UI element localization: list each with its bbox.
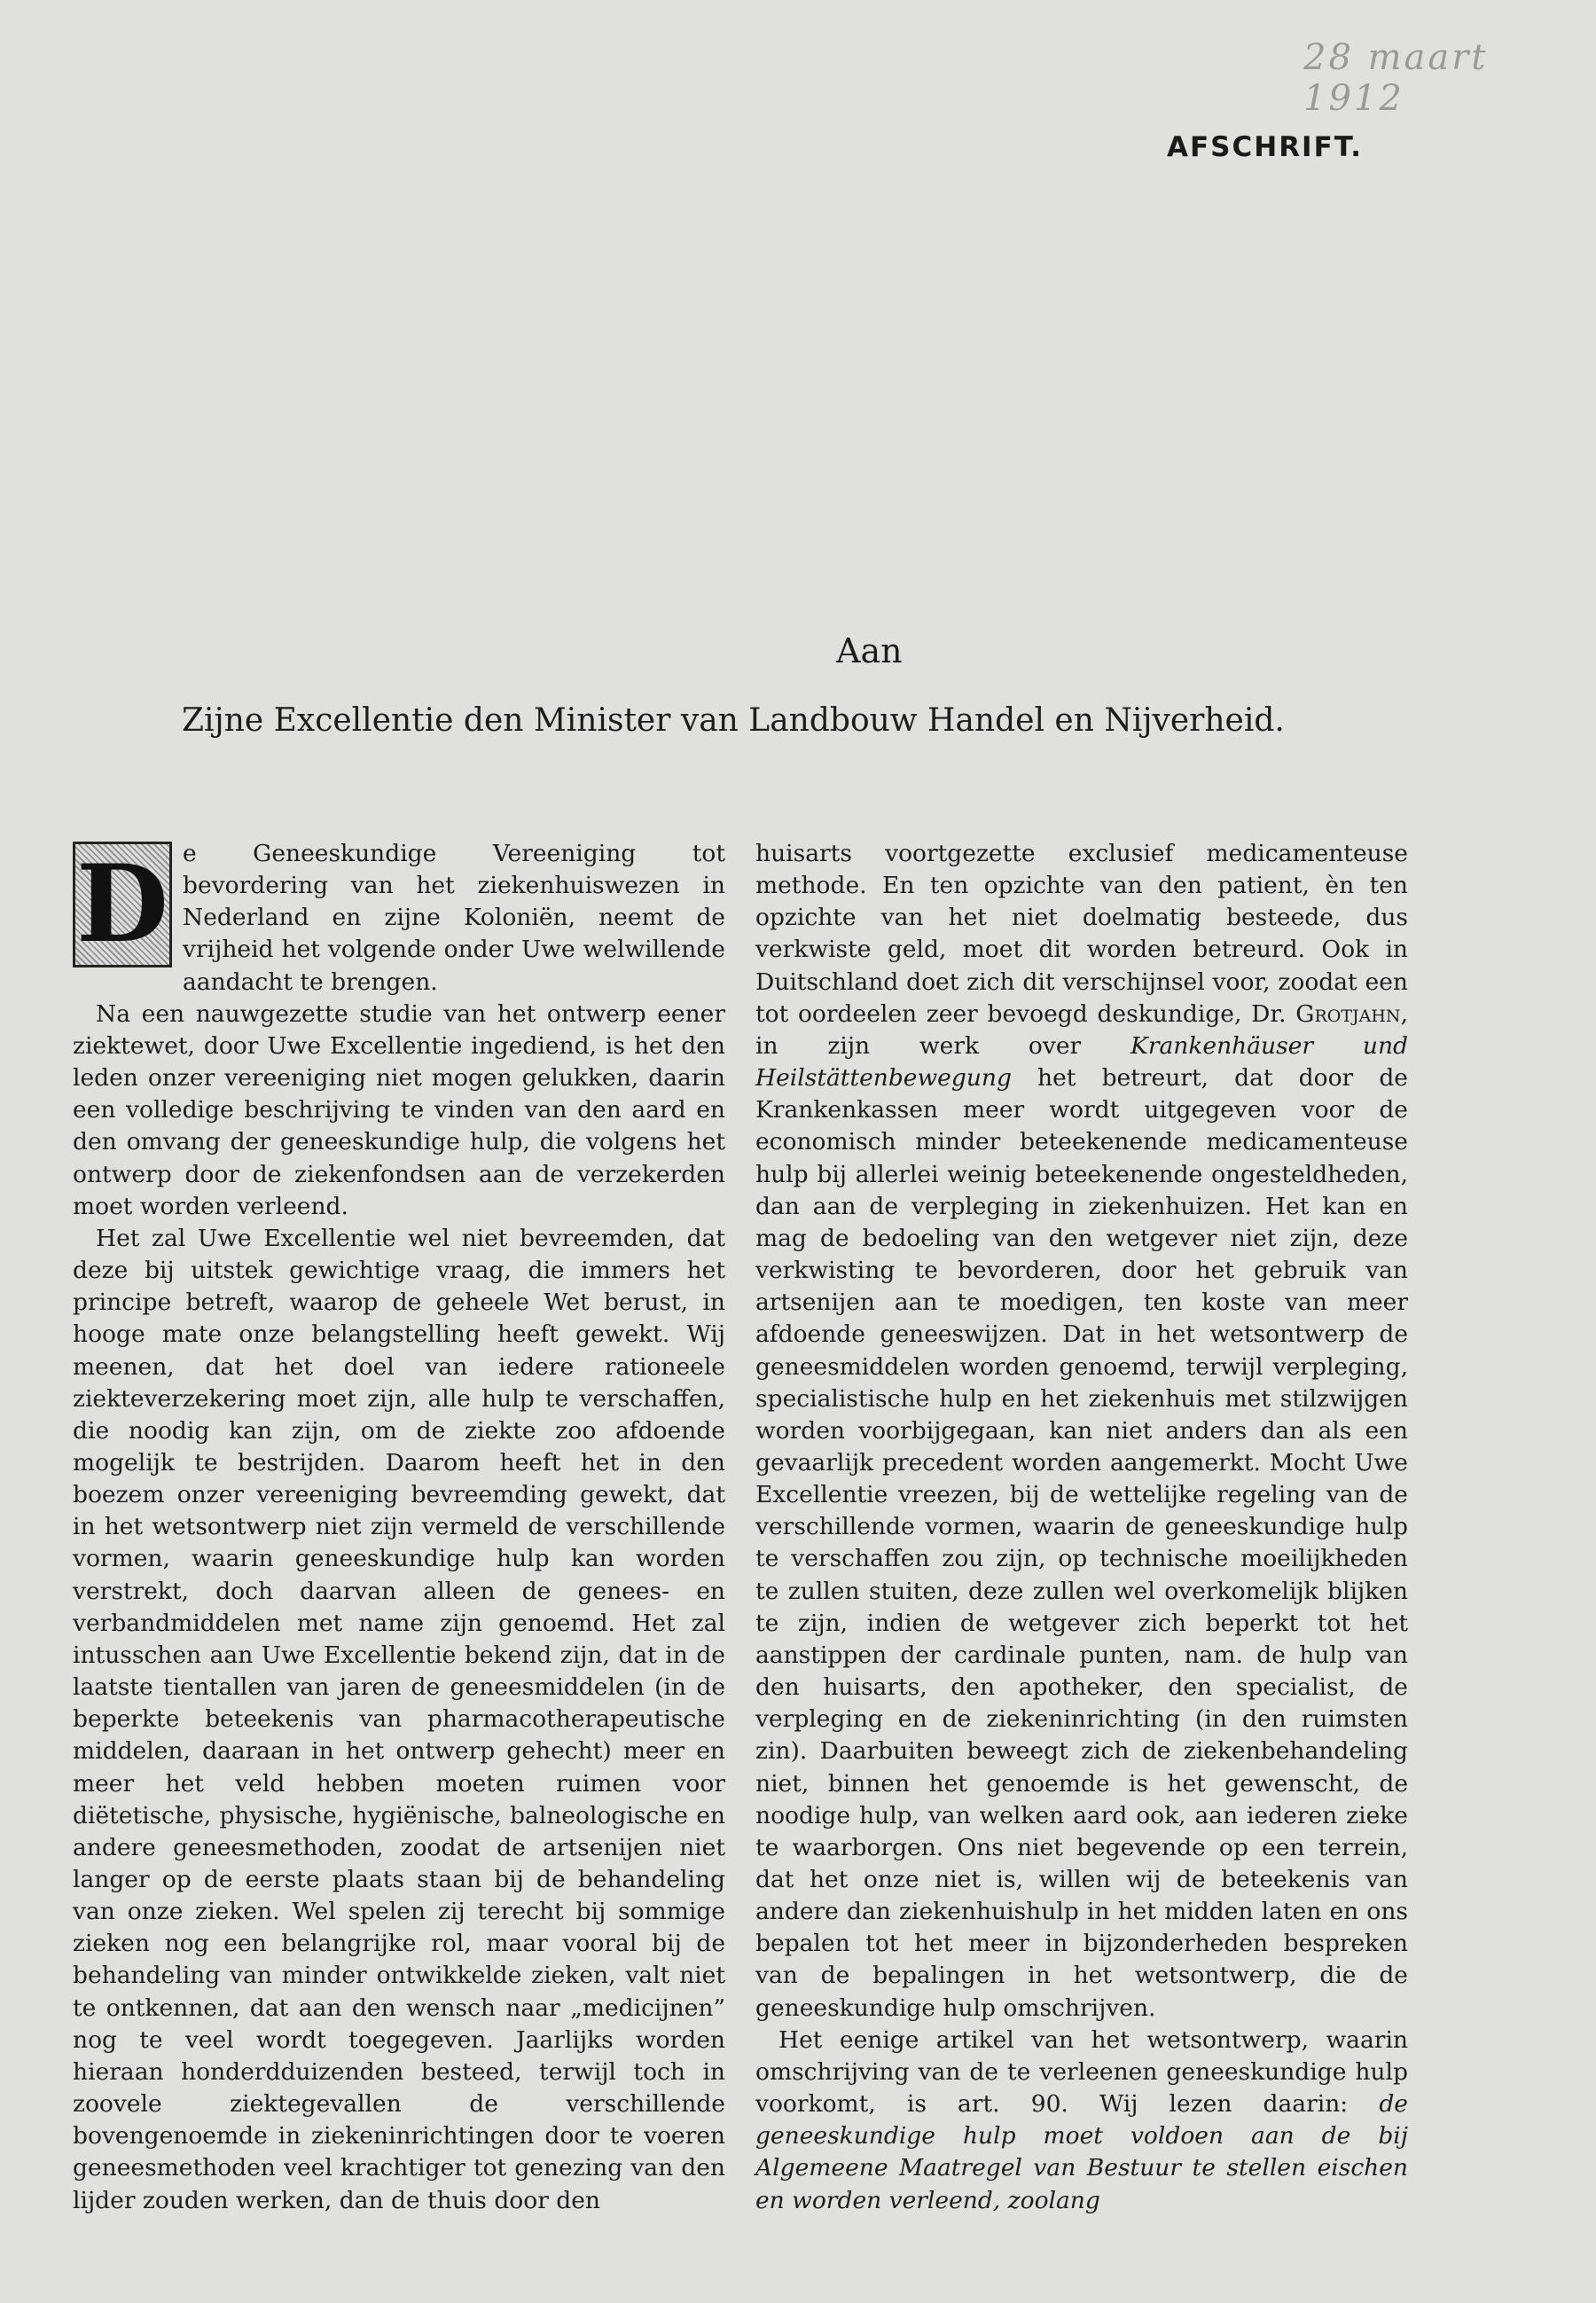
paragraph-text: het betreurt, dat door de Krankenkassen meer wordt uitgegeven voor de economisch minder beteekenende medicamenteuse hulp bij allerlei weinig beteekenende ongesteldheden, dan aan de verpleging in ziekenhuizen. Het kan en mag de bedoeling van den wetgever niet zijn, deze verkwisting te bevorderen, door het gebruik van artsenijen aan te moedigen, ten koste van meer afdoende geneeswijzen. Dat in het wetsontwerp de geneesmiddelen worden genoemd, terwijl verpleging, specialistische hulp en het ziekenhuis met stilzwijgen worden voorbijgegaan, kan niet anders dan als een gevaarlijk precedent worden aangemerkt. Mocht Uwe Excellentie vreezen, bij de wettelijke regeling van de verschillende vormen, waarin de geneeskundige hulp te verschaffen zou zijn, op technische moeilijkheden te zullen stuiten, deze zullen wel overkomelijk blijken te zijn, indien de wetgever zich beperkt tot het aanstippen der cardinale punten, nam. de hulp van den huisarts, den apotheker, den specialist, de verpleging en de ziekeninrichting (in den ruimsten zin). Daarbuiten beweegt zich de ziekenbehandeling niet, binnen het genoemde is het gewenscht, de noodige hulp, van welken aard ook, aan iederen zieke te waarborgen. Ons niet begevende op een terrein, dat het onze niet is, willen wij de beteekenis van andere dan ziekenhuishulp in het midden laten en ons bepalen tot het meer in bijzonderheden bespreken van de bepalingen in het wetsontwerp, die de geneeskundige hulp omschrijven.: [755, 1064, 1408, 2022]
salutation: Aan: [836, 631, 903, 670]
paragraph-text: , in zijn werk over: [755, 999, 1408, 1060]
right-column: [755, 838, 1408, 2217]
left-column: [73, 838, 725, 2217]
decorative-initial: [73, 842, 172, 967]
quoted-article: de geneeskundige hulp moet voldoen aan de bij Algemeene Maatregel van Bestuur te stellen eischen en worden verleend, zoolang: [755, 2090, 1408, 2214]
paragraph-text: huisarts voortgezette exclusief medicamenteuse methode. En ten opzichte van den patient, èn ten opzichte van het niet doelmatig besteede, dus verkwiste geld, moet dit worden betreurd. Ook in Duitschland doet zich dit verschijnsel voor, zoodat een tot oordeelen zeer bevoegd deskundige, Dr.: [755, 840, 1408, 1028]
paragraph: Na een nauwgezette studie van het ontwerp eener ziektewet, door Uwe Excellentie ingediend, is het den leden onzer vereeniging niet mogen gelukken, daarin een volledige beschrijving te vinden van den aard en den omvang der geneeskundige hulp, die volgens het ontwerp door de ziekenfondsen aan de verzekerden moet worden verleend.: [73, 999, 725, 1220]
handwritten-date-annotation: 28 maart 1912: [1303, 37, 1489, 119]
author-name: Grotjahn: [1295, 999, 1401, 1028]
paragraph-text: Het eenige artikel van het wetsontwerp, waarin omschrijving van de te verleenen geneeskundige hulp voorkomt, is art. 90. Wij lezen daarin:: [755, 2025, 1408, 2119]
addressee-line: Zijne Excellentie den Minister van Landbouw Handel en Nijverheid.: [182, 702, 1285, 739]
copy-stamp-heading: AFSCHRIFT.: [1167, 131, 1363, 163]
paragraph: [755, 2025, 1408, 2217]
drop-cap-letter: D: [75, 842, 169, 967]
book-title: Krankenhäuser und Heilstättenbewegung: [755, 1031, 1408, 1093]
paragraph-text: e Geneeskundige Vereeniging tot bevordering van het ziekenhuiswezen in Nederland en zijne Koloniën, neemt de vrijheid het volgende onder Uwe welwillende aandacht te brengen.: [183, 840, 725, 996]
paragraph: [755, 838, 1408, 2025]
paragraph: Het zal Uwe Excellentie wel niet bevreemden, dat deze bij uitstek gewichtige vraag, die immers het principe betreft, waarop de geheele Wet berust, in hooge mate onze belangstelling heeft gewekt. Wij meenen, dat het doel van iedere rationeele ziekteverzekering moet zijn, alle hulp te verschaffen, die noodig kan zijn, om de ziekte zoo afdoende mogelijk te bestrijden. Daarom heeft het in den boezem onzer vereeniging bevreemding gewekt, dat in het wetsontwerp niet zijn vermeld de verschillende vormen, waarin geneeskundige hulp kan worden verstrekt, doch daarvan alleen de genees- en verbandmiddelen met name zijn genoemd. Het zal intusschen aan Uwe Excellentie bekend zijn, dat in de laatste tientallen van jaren de geneesmiddelen (in de beperkte beteekenis van pharmacotherapeutische middelen, daaraan in het ontwerp gehecht) meer en meer het veld hebben moeten ruimen voor diëtetische, physische, hygiënische, balneologische en andere geneesmethoden, zoodat de artsenijen niet langer op de eerste plaats staan bij de behandeling van onze zieken. Wel spelen zij terecht bij sommige zieken nog een belangrijke rol, maar vooral bij de behandeling van minder ontwikkelde zieken, valt niet te ontkennen, dat aan den wensch naar „medicijnen” nog te veel wordt toegegeven. Jaarlijks worden hieraan honderdduizenden besteed, terwijl toch in zoovele ziektegevallen de verschillende bovengenoemde in ziekeninrichtingen door te voeren geneesmethoden veel krachtiger tot genezing van den lijder zouden werken, dan de thuis door den: [73, 1224, 725, 2214]
paragraph: [73, 838, 725, 999]
